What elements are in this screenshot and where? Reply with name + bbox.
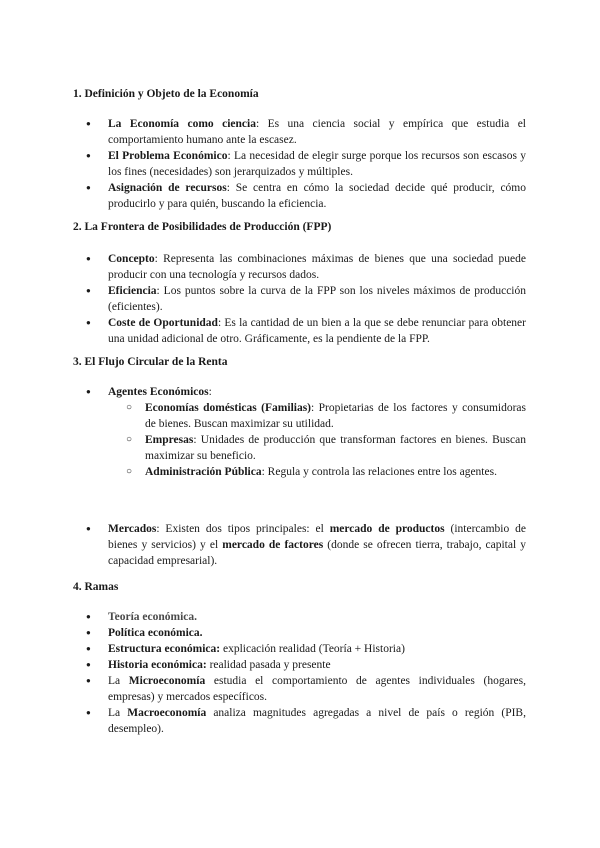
item-text: : Es una ciencia social y empírica que estudia el comportamiento humano ante la escasez. <box>108 118 526 146</box>
item-text: : La necesidad de elegir surge porque los recursos son escasos y los fines (necesidades) son jerarquizados y múltiples. <box>108 150 526 178</box>
item-term: Coste de Oportunidad <box>108 317 218 329</box>
item-term: Estructura económica: <box>108 643 221 655</box>
item-text: (donde se ofrecen tierra, trabajo, capital y capacidad empresarial). <box>108 539 526 567</box>
list-item <box>73 521 526 569</box>
item-term: Macroeconomía <box>127 707 207 719</box>
item-text: estudia el comportamiento de agentes individuales (hogares, empresas) y mercados específicos. <box>108 675 526 703</box>
section-4-list <box>73 609 526 737</box>
item-prefix: La <box>108 707 128 719</box>
item-term: Concepto <box>108 253 155 265</box>
item-term: mercado de factores <box>222 539 324 551</box>
section-3-list <box>73 384 526 480</box>
sub-list-item <box>73 400 526 432</box>
item-text: : Se centra en cómo la sociedad decide qué producir, cómo producirlo y para quién, buscando la eficiencia. <box>108 182 526 210</box>
item-text: : Propietarias de los factores y consumidoras de bienes. Buscan maximizar su utilidad. <box>145 402 527 430</box>
item-term: Administración Pública <box>145 466 262 478</box>
list-item <box>73 673 526 705</box>
item-term: Asignación de recursos <box>108 182 227 194</box>
item-text: : Los puntos sobre la curva de la FPP son los niveles máximos de producción (eficientes). <box>108 285 526 313</box>
list-item <box>73 705 526 737</box>
item-text: explicación realidad (Teoría + Historia) <box>220 643 405 655</box>
item-term: Eficiencia <box>108 285 157 297</box>
list-item <box>73 609 526 625</box>
item-term: Economías domésticas (Familias) <box>145 402 312 414</box>
list-item <box>73 251 526 283</box>
list-item <box>73 116 526 148</box>
section-heading-2: 2. La Frontera de Posibilidades de Producción (FPP) <box>73 221 332 233</box>
item-text: : Unidades de producción que transforman factores en bienes. Buscan maximizar su beneficio. <box>145 434 526 462</box>
item-term: Microeconomía <box>128 675 206 687</box>
section-heading-4: 4. Ramas <box>73 581 119 593</box>
item-prefix: La <box>108 675 129 687</box>
item-term: Política económica. <box>108 627 203 639</box>
item-term: Mercados <box>108 523 157 535</box>
item-text: : Representa las combinaciones máximas de bienes que una sociedad puede producir con una tecnología y recursos dados. <box>108 253 526 281</box>
list-item <box>73 657 526 673</box>
section-2-list <box>73 251 526 347</box>
list-item <box>73 315 526 347</box>
item-term: Empresas <box>145 434 194 446</box>
item-text: (intercambio de bienes y servicios) y el <box>108 523 526 551</box>
item-term: Agentes Económicos <box>108 386 209 398</box>
list-item <box>73 384 526 480</box>
list-item <box>73 148 526 180</box>
item-term: Teoría económica. <box>108 611 198 623</box>
item-term: El Problema Económico <box>108 150 228 162</box>
sub-list-item <box>73 464 526 480</box>
list-item <box>73 641 526 657</box>
item-text: realidad pasada y presente <box>206 659 331 671</box>
list-item <box>73 180 526 212</box>
item-term: La Economía como ciencia <box>108 118 256 130</box>
item-text: : Regula y controla las relaciones entre los agentes. <box>261 466 497 478</box>
item-text: : Existen dos tipos principales: el <box>156 523 330 535</box>
sub-list-item <box>73 432 526 464</box>
item-term: Historia económica: <box>108 659 207 671</box>
item-text: analiza magnitudes agregadas a nivel de país o región (PIB, desempleo). <box>108 707 526 735</box>
item-text: : <box>208 386 212 398</box>
agentes-sublist <box>108 400 526 480</box>
list-item <box>73 625 526 641</box>
section-heading-1: 1. Definición y Objeto de la Economía <box>73 88 259 100</box>
section-1-list <box>73 116 526 212</box>
section-3-list-mercados <box>73 521 526 569</box>
item-term: mercado de productos <box>329 523 445 535</box>
document-content <box>73 86 526 737</box>
item-text: : Es la cantidad de un bien a la que se debe renunciar para obtener una unidad adicional de otro. Gráficamente, es la pendiente de la FPP. <box>108 317 526 345</box>
section-heading-3: 3. El Flujo Circular de la Renta <box>73 356 228 368</box>
list-item <box>73 283 526 315</box>
